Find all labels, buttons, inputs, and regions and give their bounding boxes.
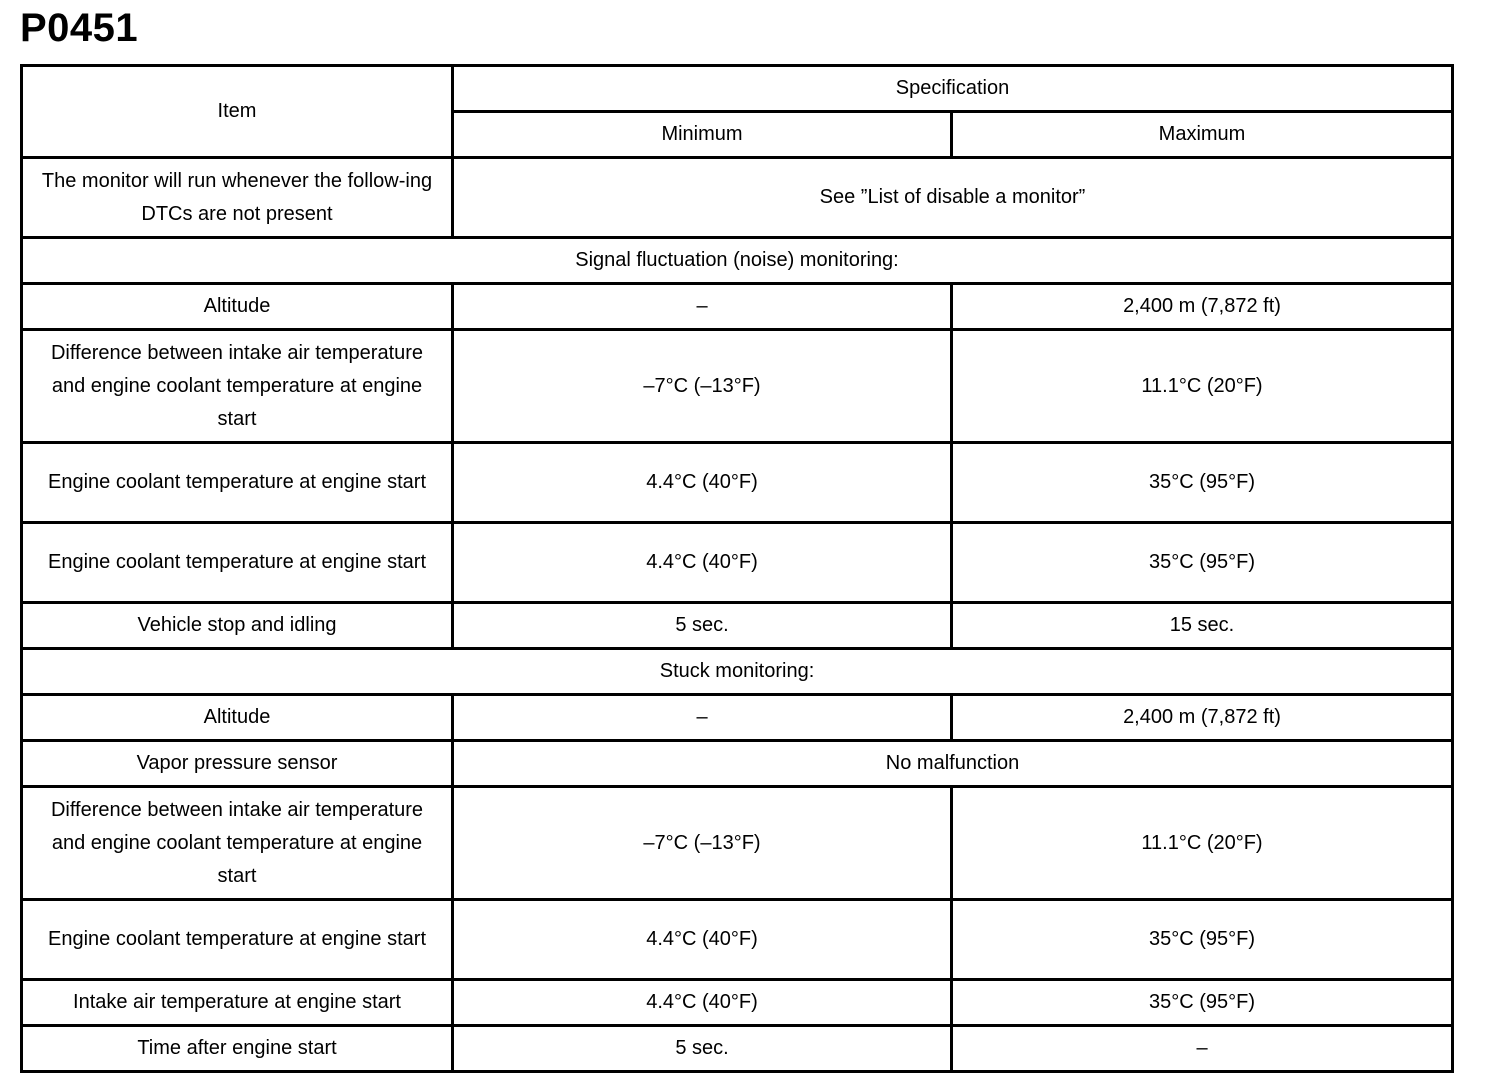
table-row (22, 603, 1453, 649)
table-row (22, 787, 1453, 900)
header-row (22, 66, 1453, 112)
row-min: 4.4°C (40°F) (453, 523, 952, 603)
table-row (22, 1026, 1453, 1072)
row-item: Engine coolant temperature at engine start (22, 523, 453, 603)
row-max: 11.1°C (20°F) (952, 787, 1453, 900)
row-item: Vapor pressure sensor (22, 741, 453, 787)
table-row (22, 158, 1453, 238)
row-item: The monitor will run whenever the follow-ing DTCs are not present (22, 158, 453, 238)
row-item: Intake air temperature at engine start (22, 980, 453, 1026)
row-spec-merged: No malfunction (453, 741, 1453, 787)
row-item: Altitude (22, 284, 453, 330)
section-row (22, 238, 1453, 284)
header-specification: Specification (453, 66, 1453, 112)
row-max: 35°C (95°F) (952, 443, 1453, 523)
row-min: 4.4°C (40°F) (453, 980, 952, 1026)
row-max: 2,400 m (7,872 ft) (952, 284, 1453, 330)
header-minimum: Minimum (453, 112, 952, 158)
header-maximum: Maximum (952, 112, 1453, 158)
row-max: 35°C (95°F) (952, 523, 1453, 603)
specification-table (20, 64, 1454, 1073)
row-max: 2,400 m (7,872 ft) (952, 695, 1453, 741)
table-row (22, 695, 1453, 741)
section-heading-noise: Signal fluctuation (noise) monitoring: (22, 238, 1453, 284)
section-heading-stuck: Stuck monitoring: (22, 649, 1453, 695)
row-max: 35°C (95°F) (952, 900, 1453, 980)
row-item: Time after engine start (22, 1026, 453, 1072)
row-spec-merged: See ”List of disable a monitor” (453, 158, 1453, 238)
row-min: 5 sec. (453, 603, 952, 649)
row-item: Difference between intake air temperature and engine coolant temperature at engine start (22, 787, 453, 900)
row-min: –7°C (–13°F) (453, 330, 952, 443)
row-min: 4.4°C (40°F) (453, 900, 952, 980)
row-item: Vehicle stop and idling (22, 603, 453, 649)
table-row (22, 330, 1453, 443)
row-item: Engine coolant temperature at engine start (22, 443, 453, 523)
table-row (22, 980, 1453, 1026)
row-max: 35°C (95°F) (952, 980, 1453, 1026)
table-row (22, 284, 1453, 330)
row-max: 15 sec. (952, 603, 1453, 649)
table-row (22, 443, 1453, 523)
row-item: Altitude (22, 695, 453, 741)
page-title: P0451 (20, 6, 139, 50)
table-row (22, 741, 1453, 787)
section-row (22, 649, 1453, 695)
row-min: 4.4°C (40°F) (453, 443, 952, 523)
table-row (22, 900, 1453, 980)
row-min: – (453, 284, 952, 330)
header-item: Item (22, 66, 453, 158)
row-min: –7°C (–13°F) (453, 787, 952, 900)
row-max: 11.1°C (20°F) (952, 330, 1453, 443)
row-item: Difference between intake air temperature and engine coolant temperature at engine start (22, 330, 453, 443)
row-item: Engine coolant temperature at engine start (22, 900, 453, 980)
row-min: – (453, 695, 952, 741)
row-max: – (952, 1026, 1453, 1072)
row-min: 5 sec. (453, 1026, 952, 1072)
table-row (22, 523, 1453, 603)
